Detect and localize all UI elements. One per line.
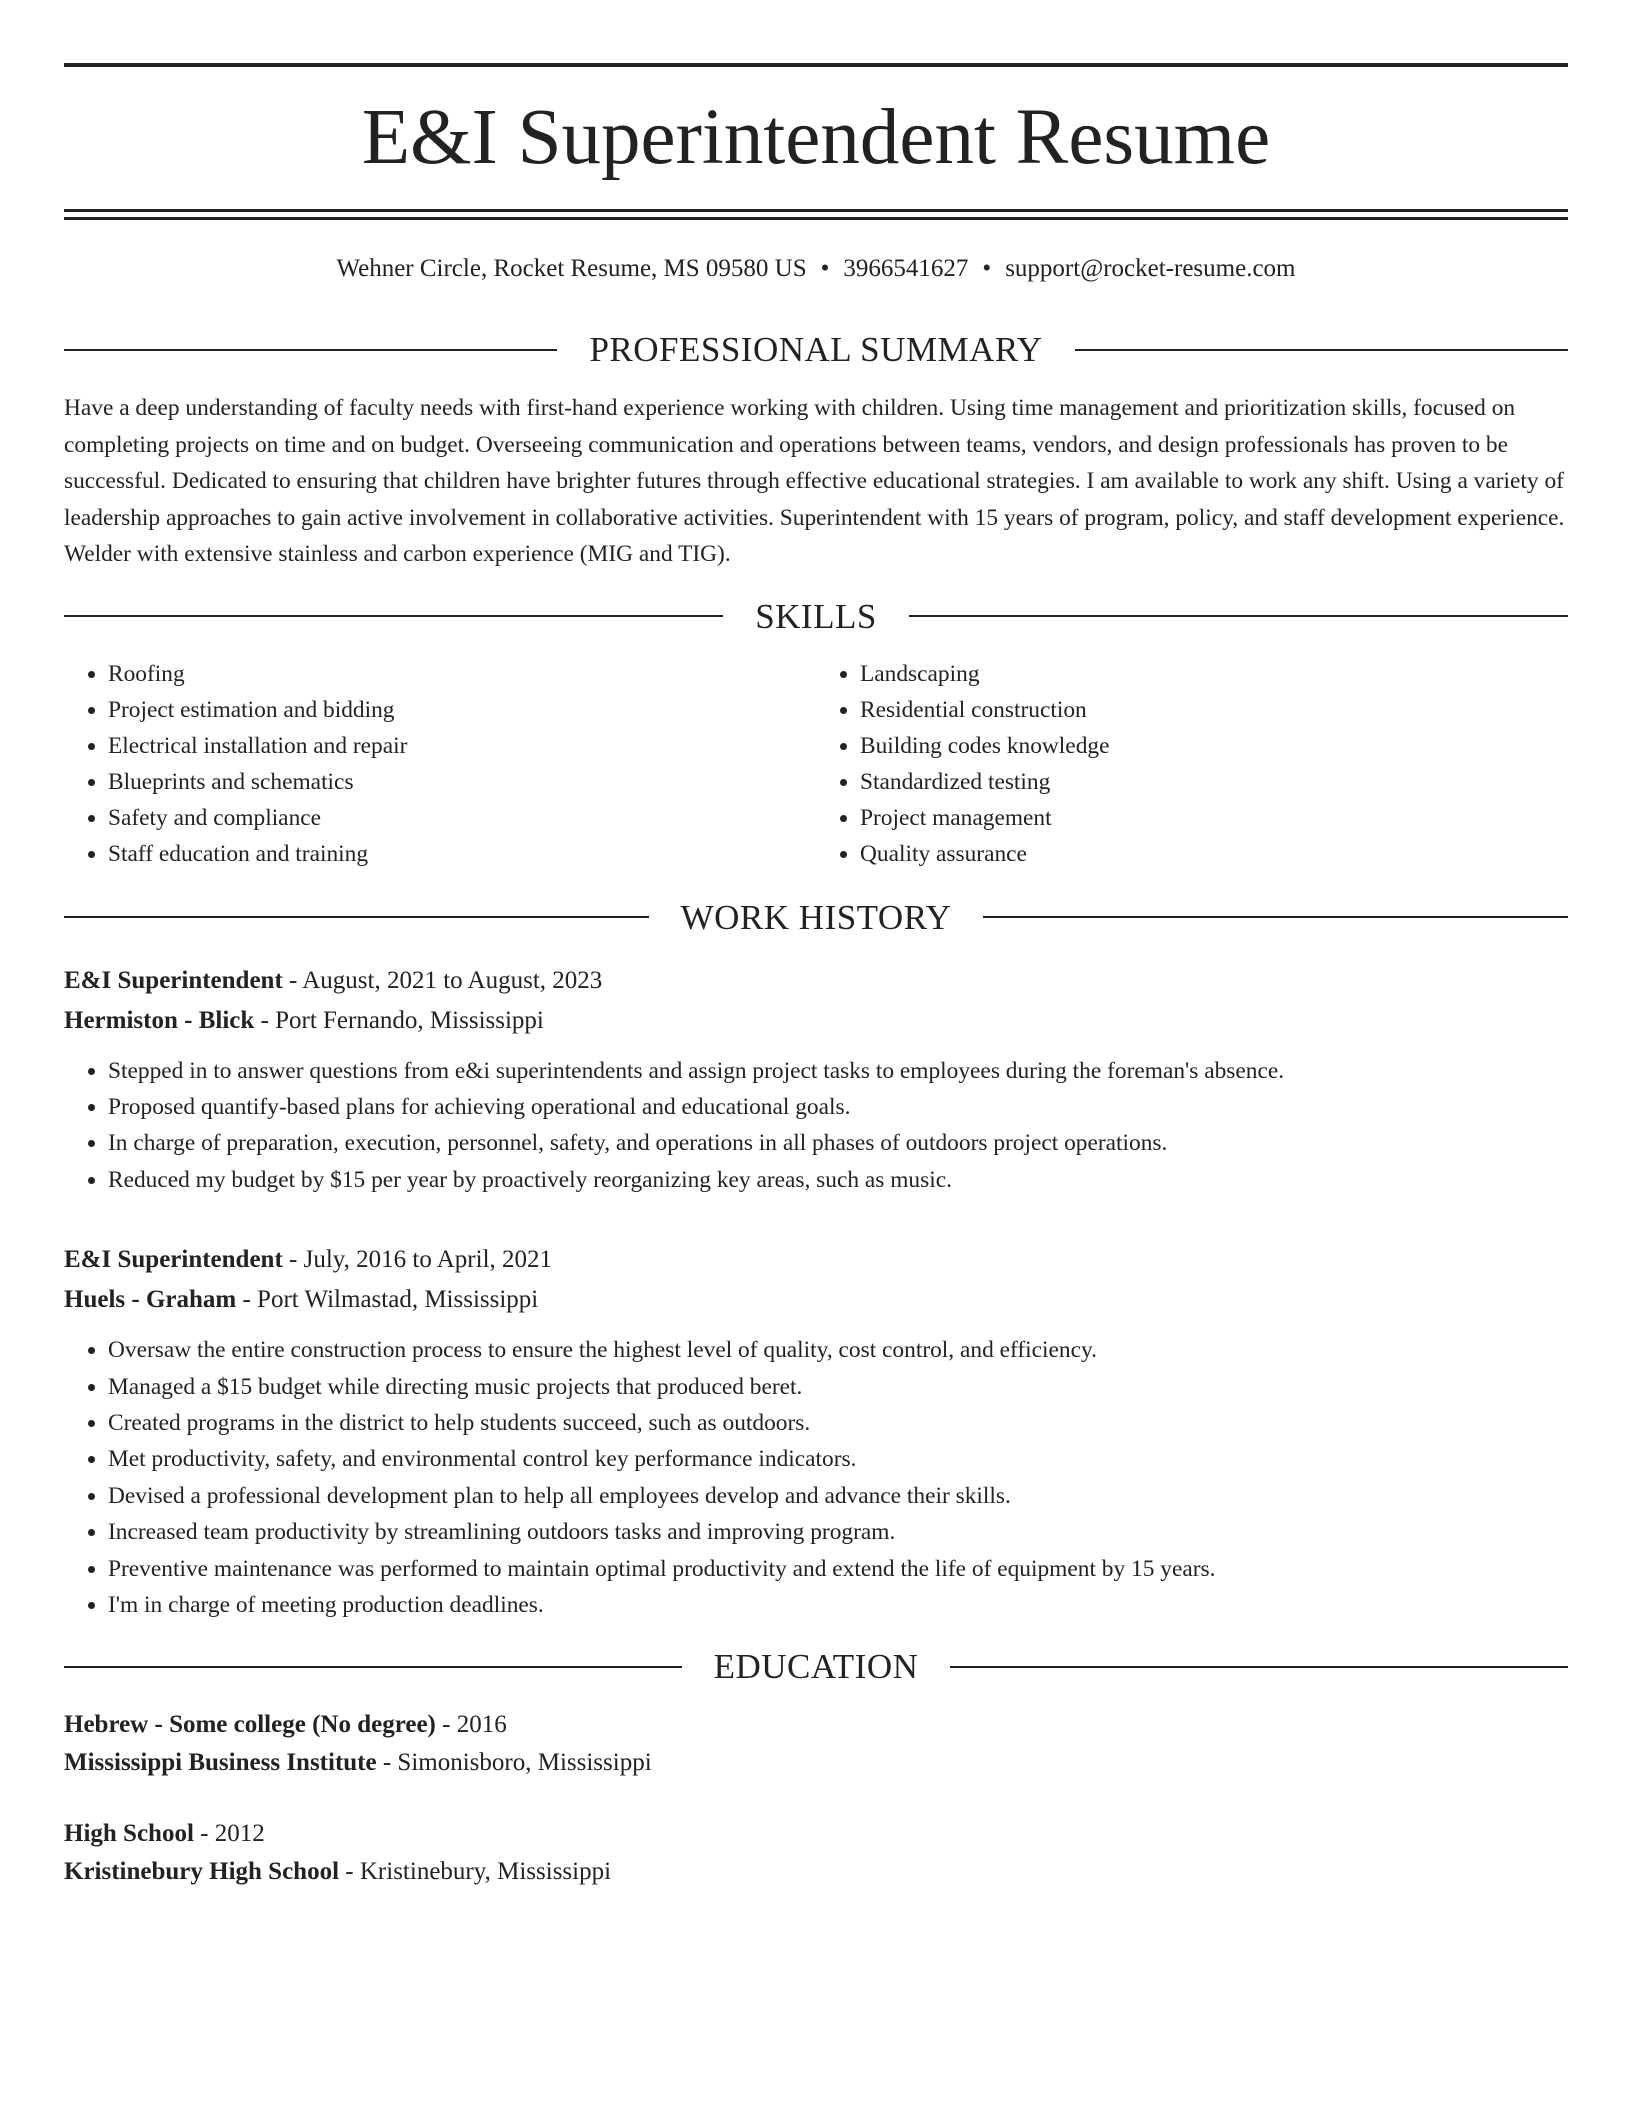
job-bullet: • Stepped in to answer questions from e&i superintendents and assign project tasks to employees during the foreman's absence.	[108, 1053, 1568, 1089]
skill-item: • Landscaping	[860, 656, 1568, 692]
title-double-rule	[64, 209, 1568, 220]
job-bullet: • Increased team productivity by streamlining outdoors tasks and improving program.	[108, 1514, 1568, 1550]
skill-item: • Residential construction	[860, 692, 1568, 728]
summary-text: Have a deep understanding of faculty needs with first-hand experience working with children. Using time management and prioritization skills, focused on completing projects on time and on budget. Overseeing communication and operations between teams, vendors, and design professionals has proven to be successful. Dedicated to ensuring that children have brighter futures through effective educational strategies. I am available to work any shift. Using a variety of leadership approaches to gain active involvement in collaborative activities. Superintendent with 15 years of program, policy, and staff development experience. Welder with extensive stainless and carbon experience (MIG and TIG).	[64, 395, 1565, 567]
job-company: Hermiston - Blick	[64, 1006, 255, 1034]
skills-column-left	[64, 656, 816, 872]
section-rule-left	[64, 349, 557, 351]
job-company-line	[64, 1001, 1568, 1041]
education-entry	[64, 1815, 1568, 1891]
contact-phone: 3966541627	[843, 255, 969, 282]
job-location: - Port Fernando, Mississippi	[254, 1006, 544, 1034]
section-rule-right	[950, 1666, 1568, 1668]
job-title: E&I Superintendent	[64, 966, 283, 994]
education-entry	[64, 1706, 1568, 1782]
education-degree-line	[64, 1815, 1568, 1853]
section-header-education	[64, 1647, 1568, 1687]
section-header-summary	[64, 332, 1568, 367]
job-title: E&I Superintendent	[64, 1246, 283, 1274]
contact-address: Wehner Circle, Rocket Resume, MS 09580 US	[336, 255, 807, 282]
education-year: - 2016	[435, 1711, 507, 1739]
contact-info	[64, 254, 1568, 284]
resume-title: E&I Superintendent Resume	[361, 94, 1271, 181]
section-title-summary: PROFESSIONAL SUMMARY	[589, 330, 1043, 369]
top-rule	[64, 63, 1568, 67]
education-degree: High School	[64, 1820, 194, 1848]
job-entry	[64, 1240, 1568, 1623]
skill-item: • Project estimation and bidding	[108, 692, 816, 728]
job-bullet: • I'm in charge of meeting production deadlines.	[108, 1587, 1568, 1623]
skill-item: • Roofing	[108, 656, 816, 692]
skill-item: • Quality assurance	[860, 836, 1568, 872]
job-title-line	[64, 961, 1568, 1001]
section-header-skills	[64, 596, 1568, 636]
job-bullet: • Preventive maintenance was performed to maintain optimal productivity and extend the life of equipment by 15 years.	[108, 1551, 1568, 1587]
skill-item: • Staff education and training	[108, 836, 816, 872]
skill-item: • Blueprints and schematics	[108, 764, 816, 800]
section-rule-right	[909, 615, 1568, 617]
job-entry	[64, 961, 1568, 1199]
contact-separator: •	[982, 255, 992, 282]
section-title-education: EDUCATION	[713, 1647, 919, 1687]
job-bullet: • Met productivity, safety, and environmental control key performance indicators.	[108, 1441, 1568, 1477]
skills-list	[64, 656, 1568, 872]
job-dates: - July, 2016 to April, 2021	[282, 1246, 553, 1274]
section-rule-right	[1075, 349, 1568, 351]
education-degree: Hebrew - Some college (No degree)	[64, 1711, 436, 1739]
section-title-work: WORK HISTORY	[680, 897, 952, 937]
education-degree-line	[64, 1706, 1568, 1744]
education-location: - Simonisboro, Mississippi	[376, 1749, 652, 1777]
skill-item: • Electrical installation and repair	[108, 728, 816, 764]
section-rule-left	[64, 615, 723, 617]
job-bullet: • In charge of preparation, execution, personnel, safety, and operations in all phases of outdoors project operations.	[108, 1125, 1568, 1161]
job-bullets	[64, 1332, 1568, 1623]
contact-separator: •	[820, 255, 830, 282]
job-bullet: • Proposed quantify-based plans for achieving operational and educational goals.	[108, 1089, 1568, 1125]
job-company-line	[64, 1280, 1568, 1320]
job-bullet: • Oversaw the entire construction process to ensure the highest level of quality, cost control, and efficiency.	[108, 1332, 1568, 1368]
skill-item: • Project management	[860, 800, 1568, 836]
section-rule-left	[64, 1666, 682, 1668]
job-company: Huels - Graham	[64, 1286, 237, 1314]
job-bullets	[64, 1053, 1568, 1199]
education-location: - Kristinebury, Mississippi	[339, 1858, 612, 1886]
section-title-skills: SKILLS	[755, 596, 877, 636]
skills-column-right	[816, 656, 1568, 872]
job-bullet: • Devised a professional development plan to help all employees develop and advance their skills.	[108, 1478, 1568, 1514]
job-location: - Port Wilmastad, Mississippi	[236, 1286, 539, 1314]
contact-email: support@rocket-resume.com	[1005, 255, 1296, 282]
education-year: - 2012	[193, 1820, 265, 1848]
job-bullet: • Reduced my budget by $15 per year by proactively reorganizing key areas, such as music.	[108, 1162, 1568, 1198]
skill-item: • Safety and compliance	[108, 800, 816, 836]
education-school-line	[64, 1853, 1568, 1891]
job-title-line	[64, 1240, 1568, 1280]
section-rule-left	[64, 916, 649, 918]
job-dates: - August, 2021 to August, 2023	[282, 966, 603, 994]
education-school: Kristinebury High School	[64, 1858, 340, 1886]
skill-item: • Building codes knowledge	[860, 728, 1568, 764]
skill-item: • Standardized testing	[860, 764, 1568, 800]
section-rule-right	[983, 916, 1568, 918]
education-school: Mississippi Business Institute	[64, 1749, 377, 1777]
education-school-line	[64, 1744, 1568, 1782]
resume-page	[64, 0, 1568, 1891]
section-header-work	[64, 897, 1568, 937]
job-bullet: • Managed a $15 budget while directing music projects that produced beret.	[108, 1369, 1568, 1405]
job-bullet: • Created programs in the district to help students succeed, such as outdoors.	[108, 1405, 1568, 1441]
